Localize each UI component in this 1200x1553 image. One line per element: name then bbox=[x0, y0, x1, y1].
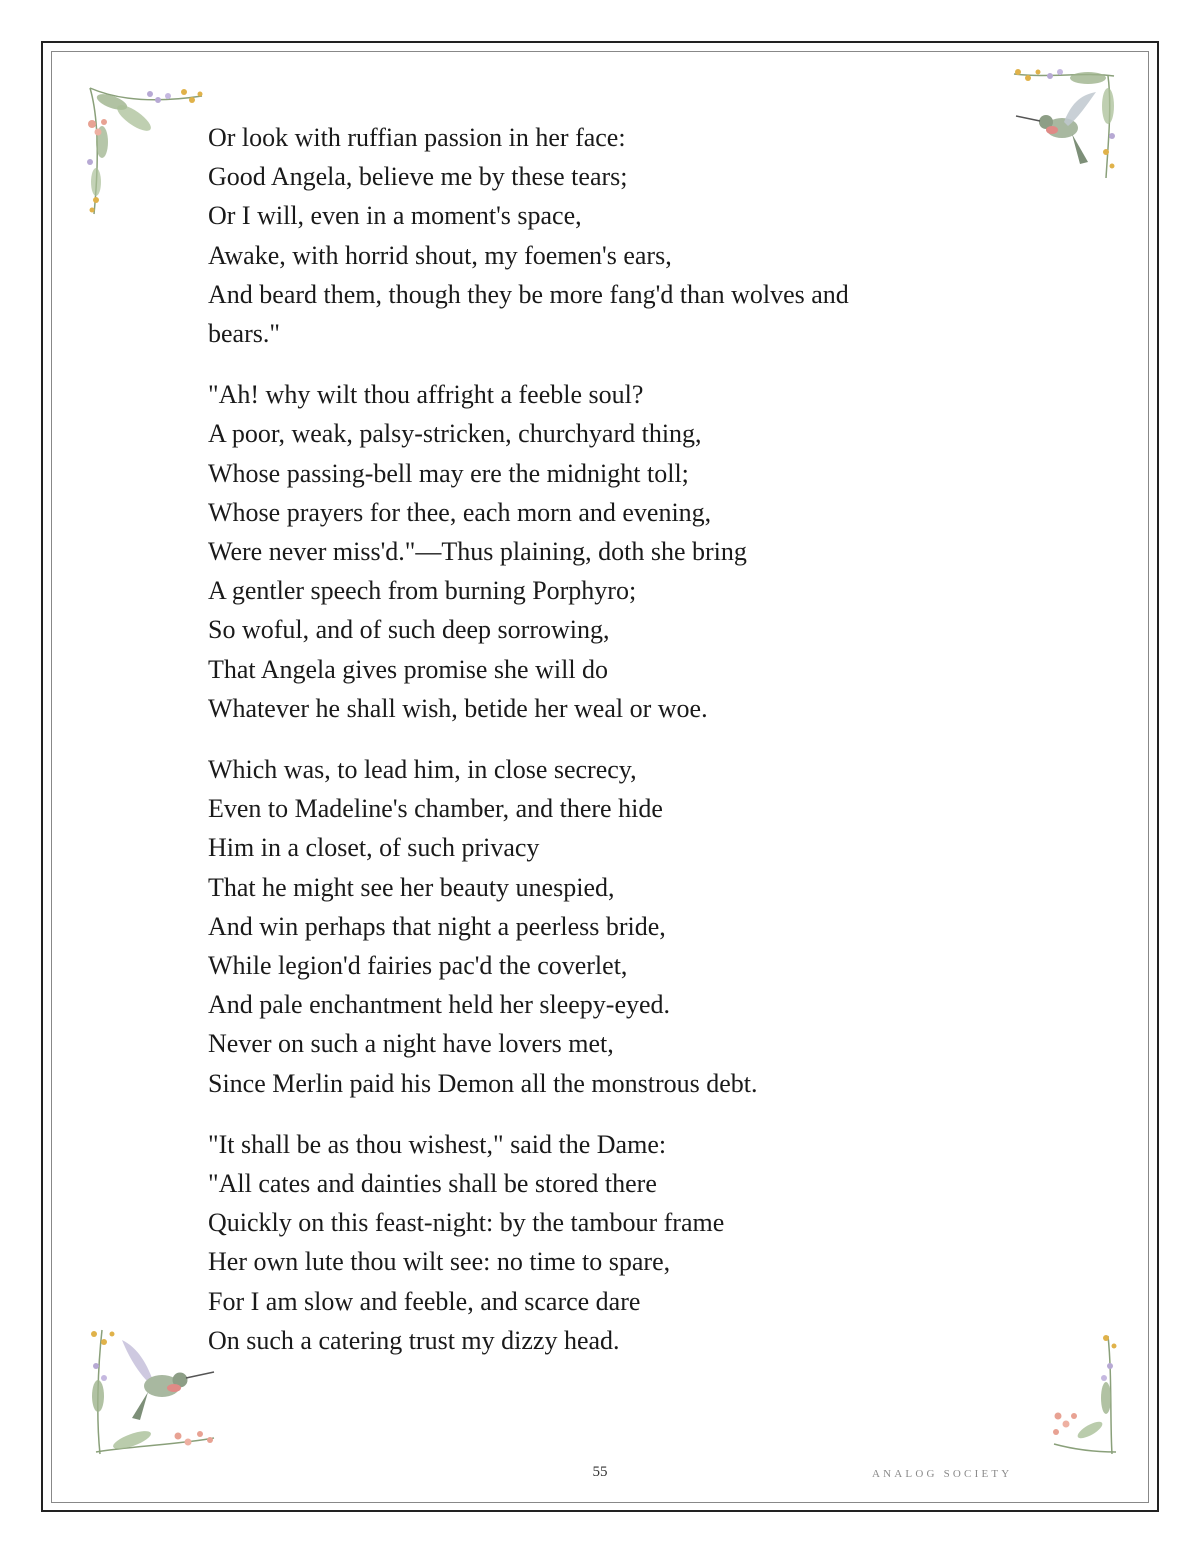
stanza bbox=[208, 1125, 968, 1360]
poem-line: Him in a closet, of such privacy bbox=[208, 833, 540, 863]
stanza bbox=[208, 750, 968, 1103]
poem-line: Or I will, even in a moment's space, bbox=[208, 201, 582, 231]
poem-line: Whatever he shall wish, betide her weal or woe. bbox=[208, 693, 708, 723]
poem-line: "Ah! why wilt thou affright a feeble soul? bbox=[208, 380, 644, 410]
poem-line: "All cates and dainties shall be stored there bbox=[208, 1169, 657, 1199]
poem-line: Whose prayers for thee, each morn and evening, bbox=[208, 497, 712, 527]
brand-name: ANALOG SOCIETY bbox=[872, 1468, 1013, 1480]
poem-line: That he might see her beauty unespied, bbox=[208, 872, 615, 902]
hummingbird-top-right-icon bbox=[1008, 66, 1120, 184]
poem-line: Since Merlin paid his Demon all the monstrous debt. bbox=[208, 1068, 758, 1098]
poem-line: Quickly on this feast-night: by the tambour frame bbox=[208, 1208, 725, 1238]
poem-line: "It shall be as thou wishest," said the Dame: bbox=[208, 1129, 667, 1159]
hummingbird-bottom-left-icon bbox=[82, 1326, 220, 1460]
floral-corner-bottom-right-icon bbox=[1046, 1332, 1122, 1458]
poem-line: Which was, to lead him, in close secrecy, bbox=[208, 755, 637, 785]
poem-line: And win perhaps that night a peerless bride, bbox=[208, 911, 666, 941]
poem-line: That Angela gives promise she will do bbox=[208, 654, 609, 684]
poem-line: Whose passing-bell may ere the midnight toll; bbox=[208, 458, 689, 488]
poem-line: A poor, weak, palsy-stricken, churchyard thing, bbox=[208, 419, 702, 449]
floral-corner-top-left-icon bbox=[82, 82, 212, 222]
poem-line: bears." bbox=[208, 319, 280, 349]
poem-line: While legion'd fairies pac'd the coverlet, bbox=[208, 951, 628, 981]
poem-line: Even to Madeline's chamber, and there hide bbox=[208, 794, 663, 824]
poem-line: On such a catering trust my dizzy head. bbox=[208, 1325, 620, 1355]
poem-line: Were never miss'd."—Thus plaining, doth she bring bbox=[208, 537, 747, 567]
poem-line: So woful, and of such deep sorrowing, bbox=[208, 615, 610, 645]
poem-line: Never on such a night have lovers met, bbox=[208, 1029, 614, 1059]
poem-line: Her own lute thou wilt see: no time to spare, bbox=[208, 1247, 671, 1277]
poem-line: Or look with ruffian passion in her face: bbox=[208, 123, 626, 152]
poem-line: A gentler speech from burning Porphyro; bbox=[208, 576, 637, 606]
poem-line: Awake, with horrid shout, my foemen's ears, bbox=[208, 240, 672, 270]
poem-line: For I am slow and feeble, and scarce dare bbox=[208, 1286, 641, 1316]
poem-line: And pale enchantment held her sleepy-eyed. bbox=[208, 990, 671, 1020]
page-number: 55 bbox=[592, 1464, 608, 1480]
stanza bbox=[208, 375, 968, 728]
stanza bbox=[208, 118, 968, 353]
poem-text bbox=[208, 118, 968, 1382]
poem-line: Good Angela, believe me by these tears; bbox=[208, 162, 628, 192]
poem-line: And beard them, though they be more fang'd than wolves and bbox=[208, 279, 849, 309]
